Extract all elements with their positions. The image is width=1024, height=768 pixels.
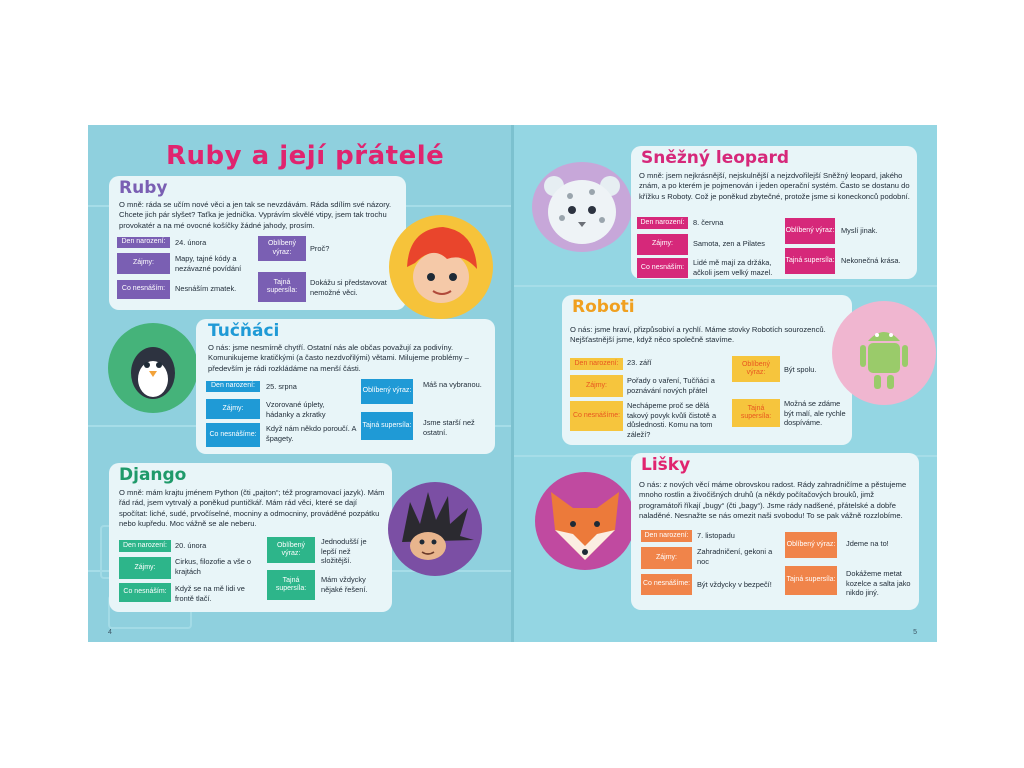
- label-birthday: Den narození:: [570, 358, 623, 370]
- card-ruby: [109, 176, 406, 310]
- penguin-icon: [108, 323, 198, 413]
- penguin-avatar: [108, 323, 198, 413]
- label-superpower: Tajná supersíla:: [267, 570, 315, 600]
- hedgehog-icon: [388, 482, 482, 576]
- label-dislikes: Co nesnášíme:: [206, 423, 260, 447]
- value-interests: Cirkus, filozofie a vše o krajtách: [175, 557, 251, 576]
- label-interests: Zájmy:: [206, 399, 260, 419]
- label-interests: Zájmy:: [637, 234, 688, 255]
- book-spread: [88, 125, 937, 642]
- card-title: Roboti: [572, 297, 635, 317]
- label-favorite-phrase: Oblíbený výraz:: [258, 236, 306, 261]
- label-superpower: Tajná supersíla:: [258, 272, 306, 302]
- label-dislikes: Co nesnášíme:: [641, 574, 692, 595]
- label-dislikes: Co nesnášíme:: [570, 401, 623, 431]
- card-roboti: [562, 295, 852, 445]
- value-interests: Vzorované úplety, hádanky a zkratky: [266, 400, 326, 419]
- card-description: O mně: mám krajtu jménem Python (čti „pajton“; též programovací jazyk). Mám řád rád, jsem vytrvalý a poněkud puntičkář. Mám rád věci, které se dají spočítat: liché, sudé, prvočíselné, mocniny a odmocniny, prováděné pozpátku nebo kupředu. Moc vážně se ale neberu.: [119, 488, 385, 529]
- card-title: Tučňáci: [208, 321, 280, 341]
- value-superpower: Dokážu si představovat nemožné věci.: [310, 278, 387, 297]
- label-dislikes: Co nesnáším:: [117, 280, 170, 299]
- value-interests: Zahradničení, gekoni a noc: [697, 547, 773, 566]
- label-dislikes: Co nesnáším:: [119, 583, 171, 602]
- django-avatar: [388, 482, 482, 576]
- label-interests: Zájmy:: [570, 375, 623, 397]
- value-dislikes: Nesnáším zmatek.: [175, 284, 237, 293]
- label-superpower: Tajná supersíla:: [361, 412, 413, 440]
- value-superpower: Nekonečná krása.: [841, 256, 901, 265]
- label-birthday: Den narození:: [206, 381, 260, 392]
- value-superpower: Jsme starší než ostatní.: [423, 418, 475, 437]
- robot-icon: [832, 301, 936, 405]
- card-tucnaci: [196, 319, 495, 454]
- page-fold: [511, 125, 514, 642]
- card-title: Django: [119, 465, 187, 485]
- card-title: Ruby: [119, 178, 168, 198]
- value-favorite-phrase: Jdeme na to!: [846, 539, 889, 548]
- page-number-left: 4: [108, 629, 112, 636]
- value-birthday: 7. listopadu: [697, 531, 735, 540]
- snow-leopard-icon: [532, 162, 632, 252]
- value-superpower: Mám vždycky nějaké řešení.: [321, 575, 368, 594]
- robot-avatar: [832, 301, 936, 405]
- value-dislikes: Když nám někdo poroučí. A špagety.: [266, 424, 356, 443]
- card-title: Sněžný leopard: [641, 148, 790, 168]
- ruby-face-icon: [389, 215, 493, 319]
- value-favorite-phrase: Být spolu.: [784, 365, 817, 374]
- card-description: O nás: jsme hraví, přizpůsobiví a rychlí. Máme stovky Robotích sourozenců. Nejšťastnější jsme, když něco společně stavíme.: [570, 325, 826, 345]
- label-favorite-phrase: Oblíbený výraz:: [785, 218, 835, 244]
- value-birthday: 24. února: [175, 238, 207, 247]
- card-description: O mně: jsem nejkrásnější, nejskulnější a nejzdvořilejší Sněžný leopard, jakého znám, a po kterém je pojmenován i jeden operační systém. Často se dostanu do křížku s Roboty. Což je poněkud zbytečné, protože jsme si koneckonců podobní.: [639, 171, 910, 201]
- label-dislikes: Co nesnáším:: [637, 258, 688, 278]
- value-dislikes: Nechápeme proč se dělá takový povyk kvůli čistotě a důslednosti. Komu na tom záleží?: [627, 401, 717, 439]
- label-superpower: Tajná supersíla:: [785, 248, 835, 274]
- label-birthday: Den narození:: [117, 237, 170, 248]
- label-interests: Zájmy:: [117, 253, 170, 274]
- card-description: O nás: z nových věcí máme obrovskou radost. Rády zahradničíme a pěstujeme mnoho rostlin a živočišných druhů (a někdy počítačových brouků, jimž programátoři říkají „bugy“ (čti „bagy“). Jsme rády nadšené, přátelské a dobře naladěné. Nesnažte se nás omezit naši svobodu! To se pak vážně rozzlobíme.: [639, 480, 907, 521]
- fox-icon: [535, 472, 635, 570]
- card-django: [109, 463, 392, 612]
- label-superpower: Tajná supersíla:: [785, 566, 837, 595]
- label-birthday: Den narození:: [641, 530, 692, 542]
- value-favorite-phrase: Máš na vybranou.: [423, 380, 482, 389]
- label-favorite-phrase: Oblíbený výraz:: [267, 537, 315, 563]
- value-dislikes: Být vždycky v bezpečí!: [697, 580, 772, 589]
- label-interests: Zájmy:: [641, 547, 692, 569]
- fox-avatar: [535, 472, 635, 570]
- page-title: Ruby a její přátelé: [166, 141, 445, 171]
- value-favorite-phrase: Jednodušší je lepší než složitější.: [321, 537, 367, 566]
- label-favorite-phrase: Oblíbený výraz:: [732, 356, 780, 382]
- value-birthday: 23. září: [627, 358, 652, 367]
- value-birthday: 20. února: [175, 541, 207, 550]
- value-interests: Samota, zen a Pilates: [693, 239, 765, 248]
- label-interests: Zájmy:: [119, 557, 171, 579]
- label-favorite-phrase: Oblíbený výraz:: [361, 379, 413, 404]
- value-superpower: Dokážeme metat kozelce a salta jako nikdo jiný.: [846, 569, 911, 598]
- card-lisky: [631, 453, 919, 610]
- label-favorite-phrase: Oblíbený výraz:: [785, 532, 837, 558]
- value-favorite-phrase: Proč?: [310, 244, 330, 253]
- value-birthday: 25. srpna: [266, 382, 297, 391]
- value-dislikes: Když se na mě lidi ve frontě tlačí.: [175, 584, 245, 603]
- value-interests: Mapy, tajné kódy a nezávazné povídání: [175, 254, 242, 273]
- value-interests: Pořady o vaření, Tučňáci a poznávání nových přátel: [627, 376, 715, 395]
- card-description: O nás: jsme nesmírně chytří. Ostatní nás ale občas považují za podivíny. Komunikujeme kratičkými (a často nezdvořilými) větami. Milujeme problémy – především je rádi rozkládáme na menší části.: [208, 343, 469, 373]
- value-dislikes: Lidé mě mají za držáka, ačkoli jsem velký mazel.: [693, 258, 773, 277]
- label-superpower: Tajná supersíla:: [732, 399, 780, 427]
- card-leopard: [631, 146, 917, 279]
- value-superpower: Možná se zdáme být malí, ale rychle dospíváme.: [784, 399, 846, 428]
- leopard-avatar: [532, 162, 632, 252]
- ruby-avatar: [389, 215, 493, 319]
- card-title: Lišky: [641, 455, 691, 475]
- value-favorite-phrase: Myslí jinak.: [841, 226, 878, 235]
- page-number-right: 5: [913, 629, 917, 636]
- label-birthday: Den narození:: [119, 540, 171, 552]
- label-birthday: Den narození:: [637, 217, 688, 229]
- value-birthday: 8. června: [693, 218, 724, 227]
- card-description: O mně: ráda se učím nové věci a jen tak se nevzdávám. Ráda sdílím své názory. Chcete jich pár slyšet? Taťka je jednička. Vyprávím skvělé vtipy, jsem tak trochu provokatér a na mé ovocné košíčky žádné jahody, prosím.: [119, 200, 392, 230]
